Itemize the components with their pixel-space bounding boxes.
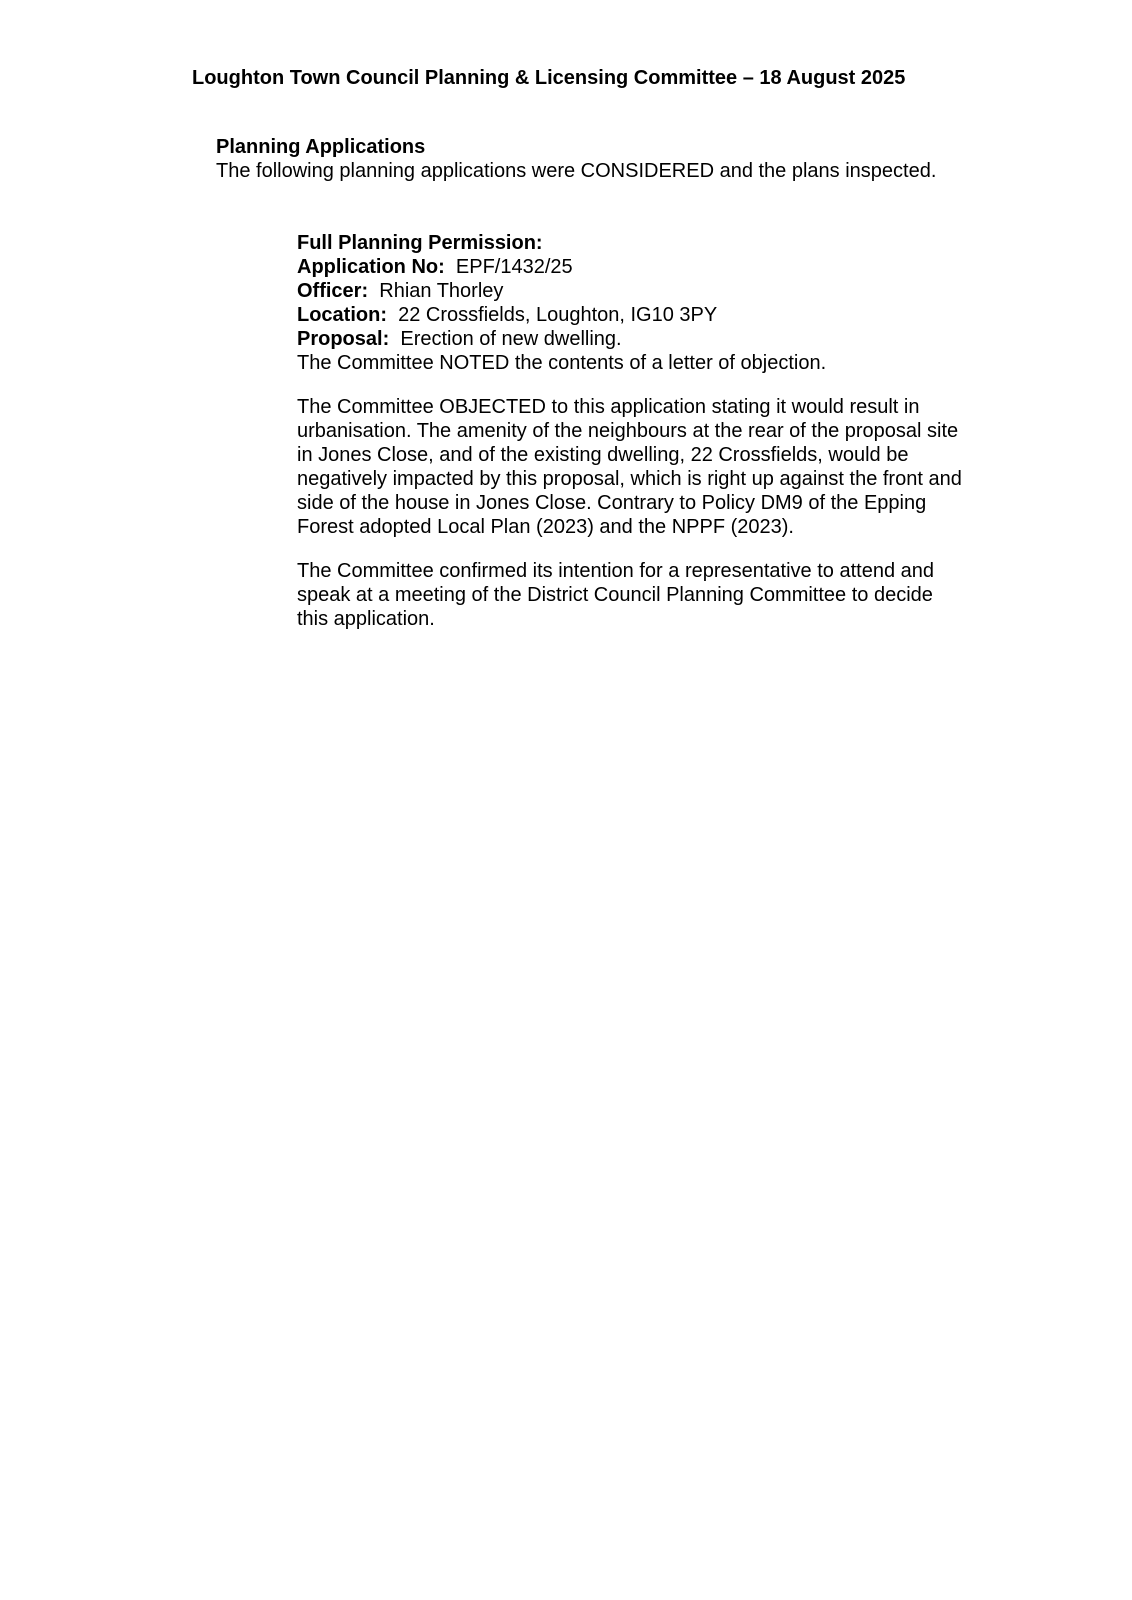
- application-entry: [297, 231, 1017, 631]
- objection-paragraph: [297, 395, 1017, 539]
- section-title: Planning Applications: [216, 136, 426, 158]
- officer-label: Officer:: [297, 280, 369, 302]
- location-label: Location:: [297, 304, 387, 326]
- objection-line: urbanisation. The amenity of the neighbours at the rear of the proposal site: [297, 420, 959, 442]
- objection-line: Forest adopted Local Plan (2023) and the NPPF (2023).: [297, 516, 794, 538]
- planning-applications-section: [216, 135, 1076, 183]
- objection-line: The Committee OBJECTED to this application stating it would result in: [297, 396, 920, 418]
- application-number-label: Application No:: [297, 256, 445, 278]
- proposal-label: Proposal:: [297, 328, 390, 350]
- application-number-value: EPF/1432/25: [455, 256, 573, 278]
- representative-paragraph: [297, 559, 1017, 631]
- section-intro: The following planning applications were CONSIDERED and the plans inspected.: [216, 160, 937, 182]
- representative-line: speak at a meeting of the District Council Planning Committee to decide: [297, 584, 933, 606]
- officer-value: Rhian Thorley: [379, 280, 504, 302]
- application-number-row: [297, 255, 1017, 279]
- representative-line: this application.: [297, 608, 435, 630]
- location-row: [297, 303, 1017, 327]
- objection-line: in Jones Close, and of the existing dwelling, 22 Crossfields, would be: [297, 444, 909, 466]
- application-type-heading: Full Planning Permission:: [297, 232, 543, 254]
- proposal-row: [297, 327, 1017, 351]
- objection-line: side of the house in Jones Close. Contrary to Policy DM9 of the Epping: [297, 492, 927, 514]
- representative-line: The Committee confirmed its intention for a representative to attend and: [297, 560, 935, 582]
- noted-statement: The Committee NOTED the contents of a letter of objection.: [297, 352, 827, 374]
- objection-line: negatively impacted by this proposal, which is right up against the front and: [297, 468, 962, 490]
- page-title: Loughton Town Council Planning & Licensing Committee – 18 August 2025: [192, 67, 906, 89]
- location-value: 22 Crossfields, Loughton, IG10 3PY: [398, 304, 718, 326]
- proposal-value: Erection of new dwelling.: [400, 328, 622, 350]
- officer-row: [297, 279, 1017, 303]
